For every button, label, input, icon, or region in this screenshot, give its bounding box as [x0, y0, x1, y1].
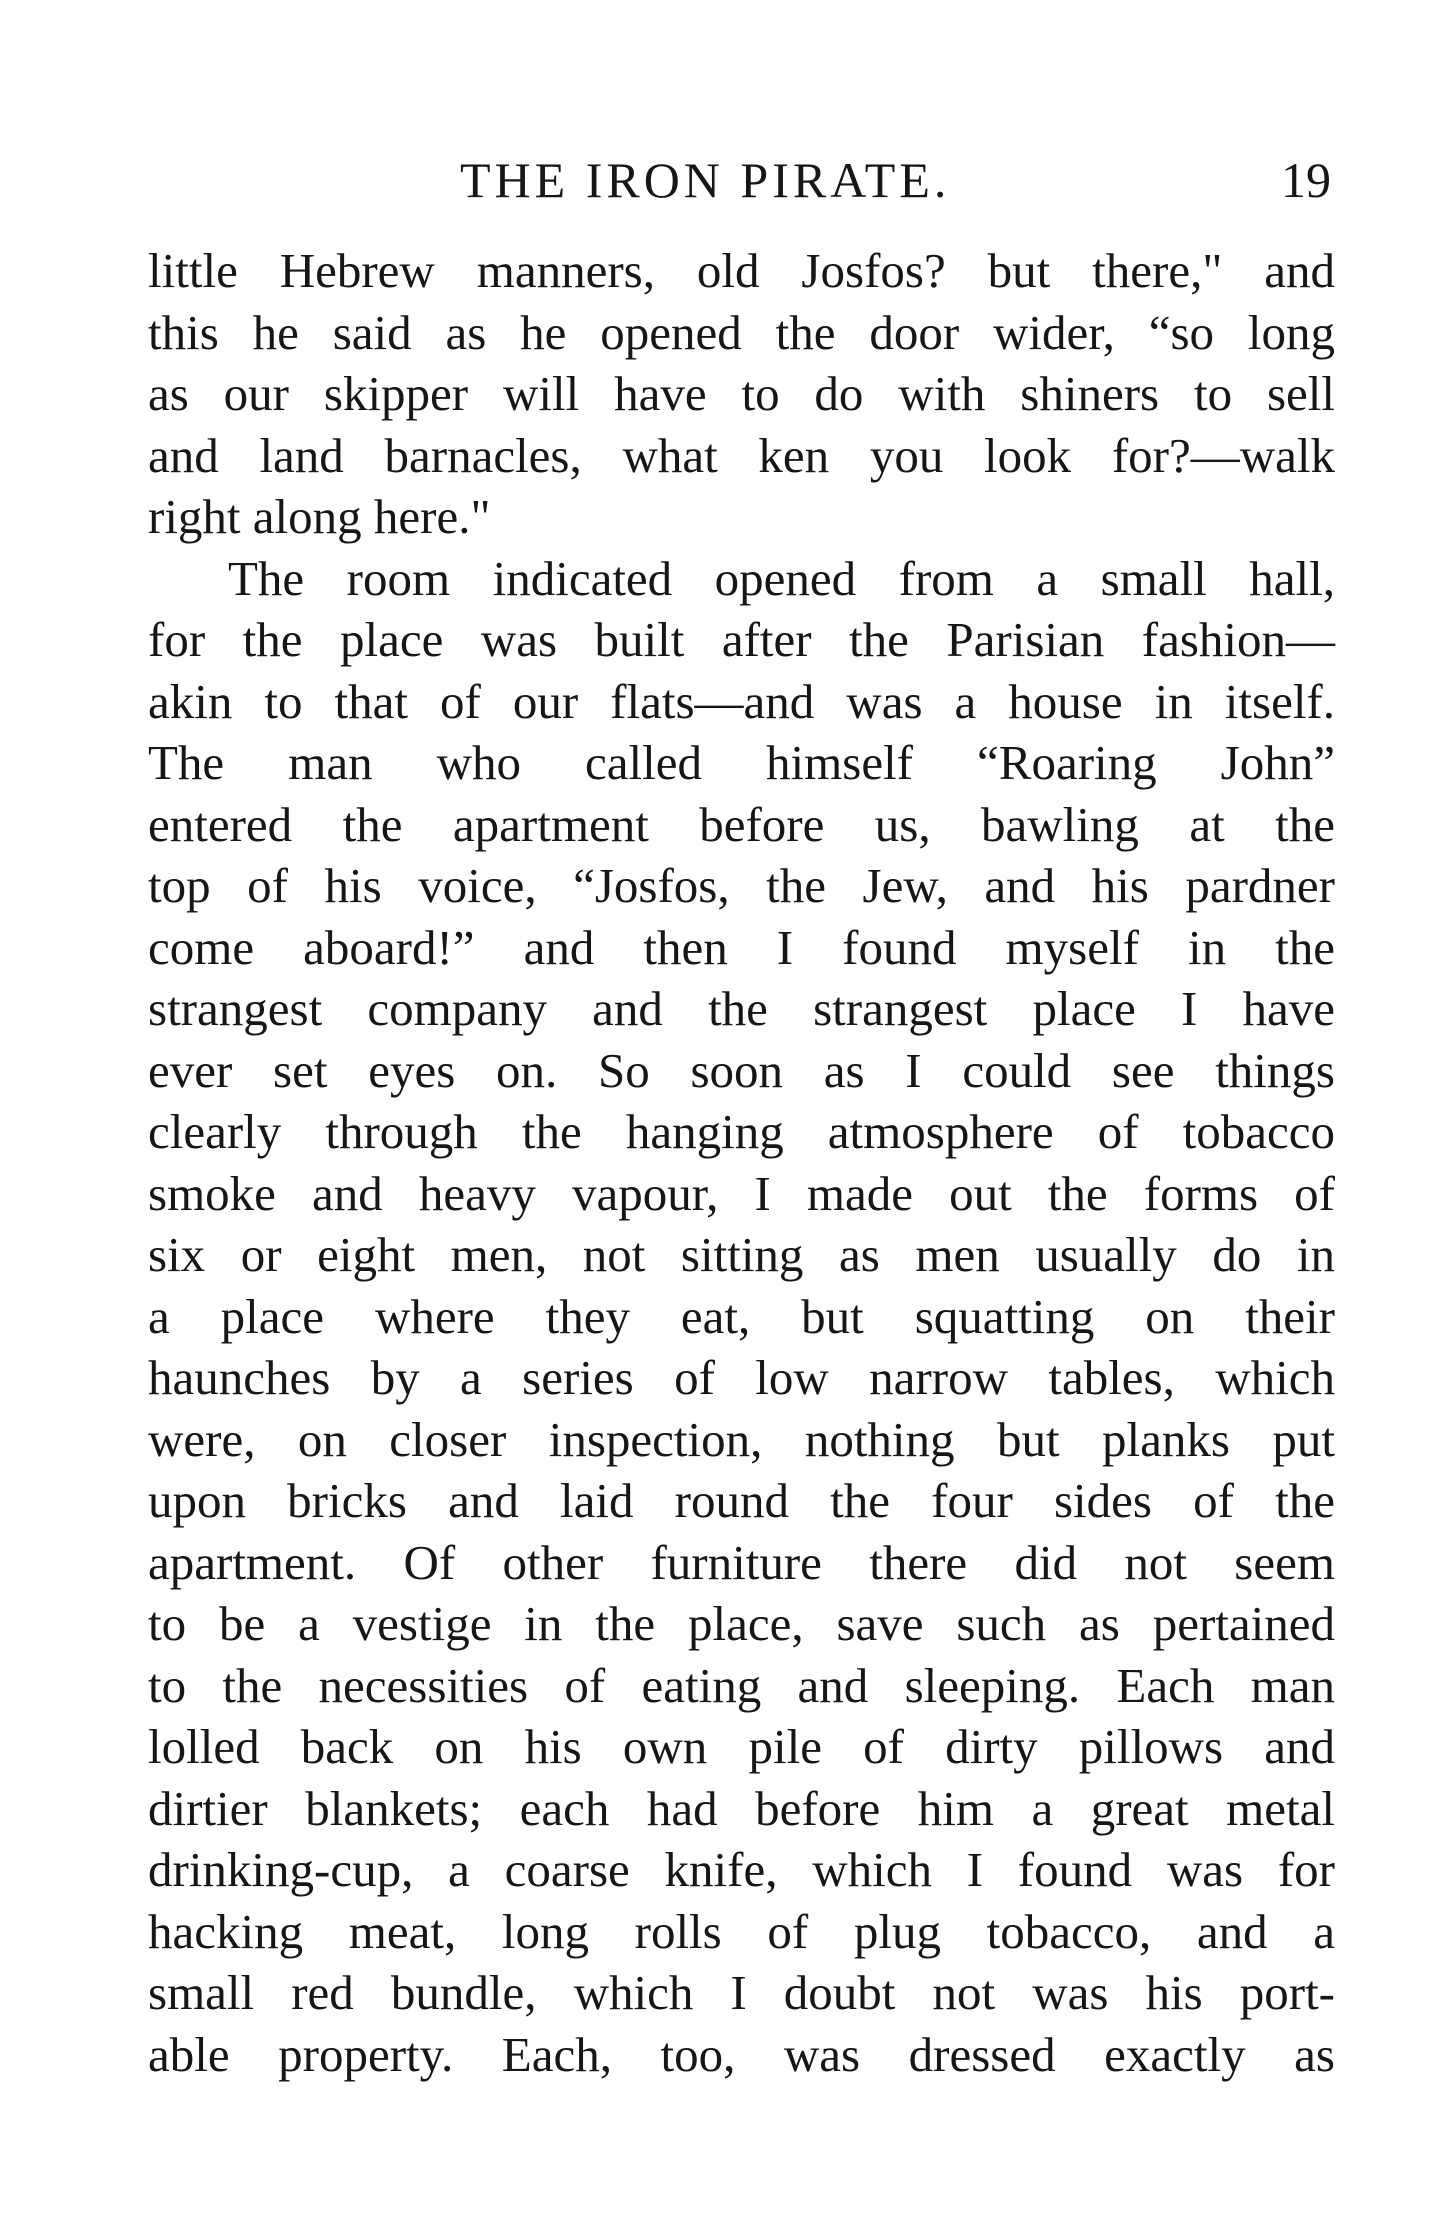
text-line: small red bundle, which I doubt not was his port- — [148, 1965, 1335, 2020]
text-line: right along here." — [148, 489, 491, 544]
text-line: able property. Each, too, was dressed exactly as — [148, 2026, 1335, 2082]
text-line: a place where they eat, but squatting on their — [148, 1288, 1335, 1344]
text-line: akin to that of our flats—and was a house in itself. — [148, 673, 1335, 729]
text-line: The man who called himself “Roaring John” — [148, 735, 1335, 790]
running-head — [148, 150, 1335, 210]
text-line: drinking-cup, a coarse knife, which I found was for — [148, 1842, 1335, 1897]
text-line: entered the apartment before us, bawling at the — [148, 796, 1335, 852]
text-line: dirtier blankets; each had before him a great metal — [148, 1780, 1335, 1836]
text-line: clearly through the hanging atmosphere of tobacco — [148, 1104, 1335, 1159]
text-line: were, on closer inspection, nothing but planks put — [148, 1411, 1335, 1467]
text-line: hacking meat, long rolls of plug tobacco, and a — [148, 1903, 1335, 1959]
text-line: to the necessities of eating and sleeping. Each man — [148, 1657, 1335, 1713]
text-line: little Hebrew manners, old Josfos? but there," and — [148, 243, 1335, 298]
text-line: strangest company and the strangest place I have — [148, 981, 1335, 1036]
text-line: and land barnacles, what ken you look for?—walk — [148, 427, 1335, 483]
text-line: upon bricks and laid round the four sides of the — [148, 1473, 1335, 1528]
text-line: haunches by a series of low narrow tables, which — [148, 1350, 1335, 1405]
running-title: THE IRON PIRATE. — [460, 152, 951, 208]
text-line: apartment. Of other furniture there did not seem — [148, 1534, 1335, 1590]
text-line: for the place was built after the Parisian fashion— — [148, 612, 1335, 667]
body-text — [148, 240, 1335, 2085]
text-line: top of his voice, “Josfos, the Jew, and his pardner — [148, 858, 1335, 913]
text-line: as our skipper will have to do with shiners to sell — [148, 366, 1335, 421]
text-line: lolled back on his own pile of dirty pillows and — [148, 1719, 1335, 1774]
text-line: smoke and heavy vapour, I made out the forms of — [148, 1165, 1335, 1221]
text-line: six or eight men, not sitting as men usually do in — [148, 1227, 1335, 1282]
page-number: 19 — [1281, 152, 1331, 208]
text-line: this he said as he opened the door wider, “so long — [148, 304, 1335, 360]
paragraph-first-line: The room indicated opened from a small hall, — [228, 550, 1335, 606]
text-line: ever set eyes on. So soon as I could see things — [148, 1042, 1335, 1098]
text-line: to be a vestige in the place, save such as pertained — [148, 1596, 1335, 1651]
text-line: come aboard!” and then I found myself in the — [148, 919, 1335, 975]
